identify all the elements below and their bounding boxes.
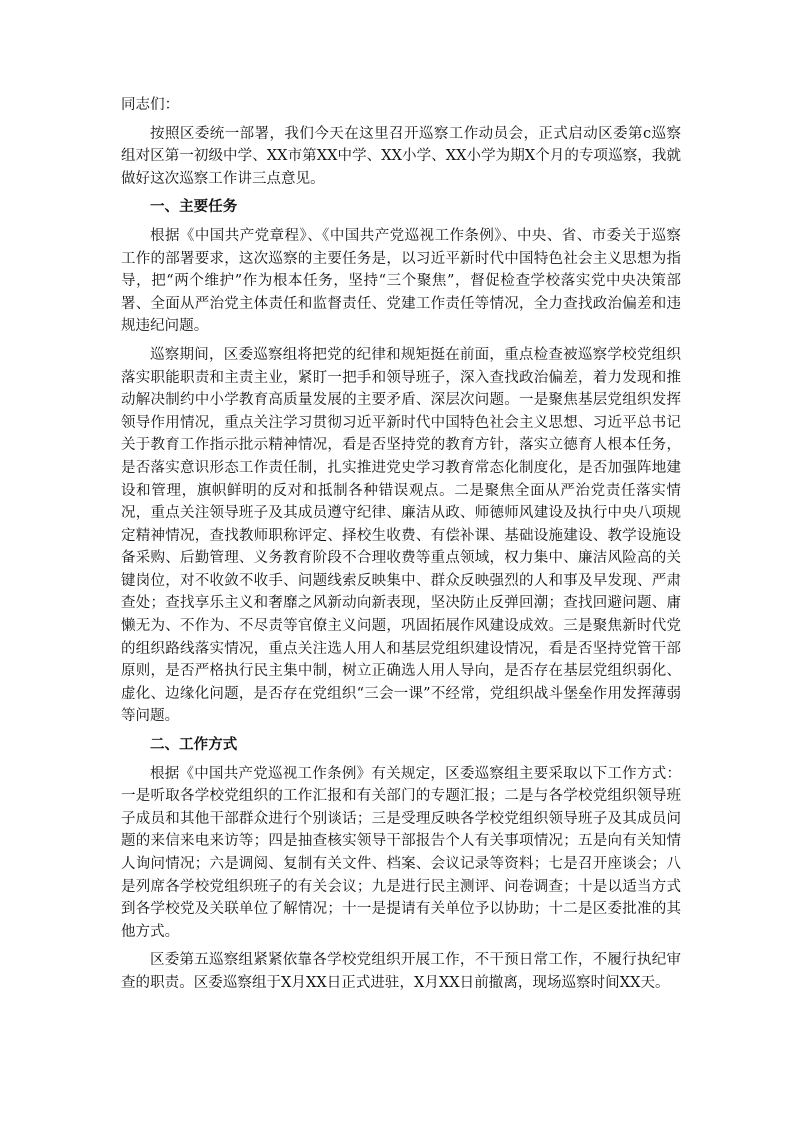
salutation: 同志们： — [121, 97, 180, 113]
main-tasks-paragraph-1: 根据《中国共产党章程》、《中国共产党巡视工作条例》、中央、省、市委关于巡察工作的部署要求，这次巡察的主要任务是，以习近平新时代中国特色社会主义思想为指导，把“两个维护”作为根本任务，坚持“三个聚焦”，督促检查学校落实党中央决策部署、全面从严治党主体责任和监督责任、党建工作责任等情况，全力查找政治偏差和违规违纪问题。 — [121, 227, 681, 335]
work-methods-paragraph-1: 根据《中国共产党巡视工作条例》有关规定，区委巡察组主要采取以下工作方式：一是听取各学校党组织的工作汇报和有关部门的专题汇报；二是与各学校党组织领导班子成员和其他干部群众进行个别谈话；三是受理反映各学校党组织领导班子及其成员问题的来信来电来访等；四是抽查核实领导干部报告个人有关事项情况；五是向有关知情人询问情况；六是调阅、复制有关文件、档案、会议记录等资料；七是召开座谈会；八是列席各学校党组织班子的有关会议；九是进行民主测评、问卷调查；十是以适当方式到各学校党及关联单位了解情况；十一是提请有关单位予以协助；十二是区委批准的其他方式。 — [121, 765, 681, 940]
section-heading-main-tasks: 一、主要任务 — [150, 199, 238, 216]
document-page — [121, 94, 681, 1001]
main-tasks-paragraph-2: 巡察期间，区委巡察组将把党的纪律和规矩挺在前面，重点检查被巡察学校党组织落实职能职责和主责主业，紧盯一把手和领导班子，深入查找政治偏差，着力发现和推动解决制约中小学教育高质量发展的主要矛盾、深层次问题。一是聚焦基层党组织发挥领导作用情况，重点关注学习贯彻习近平新时代中国特色社会主义思想、习近平总书记关于教育工作指示批示精神情况，看是否坚持党的教育方针，落实立德育人根本任务，是否落实意识形态工作责任制，扎实推进党史学习教育常态化制度化，是否加强阵地建设和管理，旗帜鲜明的反对和抵制各种错误观点。二是聚焦全面从严治党责任落实情况，重点关注领导班子及其成员遵守纪律、廉洁从政、师德师风建设及执行中央八项规定精神情况，查找教师职称评定、择校生收费、有偿补课、基础设施建设、教学设施设备采购、后勤管理、义务教育阶段不合理收费等重点领域，权力集中、廉洁风险高的关键岗位，对不收敛不收手、问题线索反映集中、群众反映强烈的人和事及早发现、严肃查处；查找享乐主义和奢靡之风新动向新表现，坚决防止反弹回潮；查找回避问题、庸懒无为、不作为、不尽责等官僚主义问题，巩固拓展作风建设成效。三是聚焦新时代党的组织路线落实情况，重点关注选人用人和基层党组织建设情况，看是否坚持党管干部原则，是否严格执行民主集中制，树立正确选人用人导向，是否存在基层党组织弱化、虚化、边缘化问题，是否存在党组织“三会一课”不经常，党组织战斗堡垒作用发挥薄弱等问题。 — [121, 346, 681, 725]
section-heading-work-methods: 二、工作方式 — [150, 737, 238, 754]
intro-paragraph: 按照区委统一部署，我们今天在这里召开巡察工作动员会，正式启动区委第c巡察组对区第一初级中学、XX市第XX中学、XX小学、XX小学为期X个月的专项巡察，我就做好这次巡察工作讲三点意见。 — [121, 125, 681, 187]
work-methods-paragraph-2: 区委第五巡察组紧紧依靠各学校党组织开展工作，不干预日常工作，不履行执纪审查的职责。区委巡察组于X月XX日正式进驻，X月XX日前撤离，现场巡察时间XX天。 — [121, 952, 681, 991]
